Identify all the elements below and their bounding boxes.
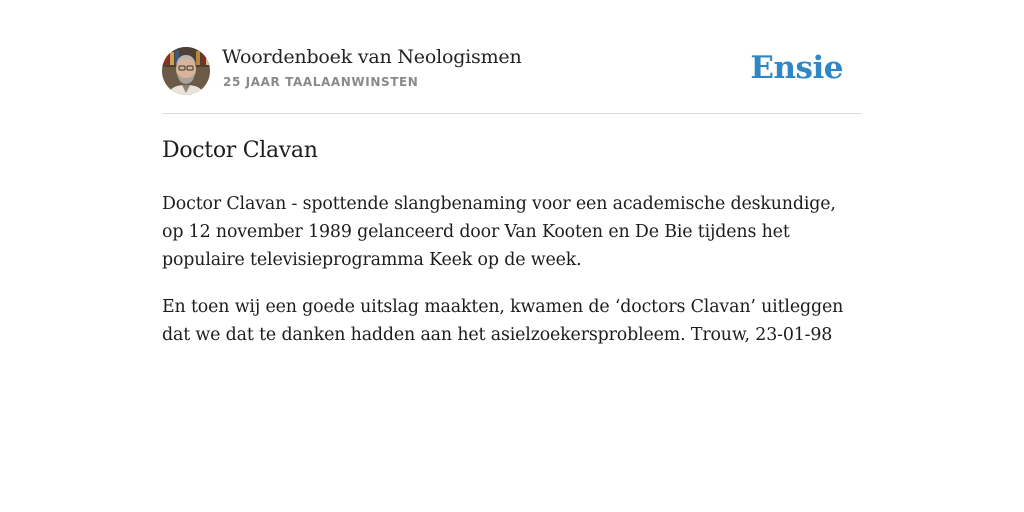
article-title: Doctor Clavan [162,138,318,163]
ensie-logo-link[interactable]: Ensie [750,50,843,86]
page-container [162,0,862,345]
header [162,0,862,114]
author-subtitle: 25 JAAR TAALAANWINSTEN [223,75,419,89]
citation-paragraph: En toen wij een goede uitslag maakten, kwamen de ‘doctors Clavan’ uitleggen dat we dat te danken hadden aan het asielzoekersprobleem. Trouw, 23-01-98 [162,297,844,345]
definition-paragraph: Doctor Clavan - spottende slangbenaming voor een academische deskundige, op 12 november 1989 gelanceerd door Van Kooten en De Bie tijdens het populaire televisieprogramma Keek op de week. [162,194,836,270]
author-avatar-image [162,47,210,95]
author-name[interactable]: Woordenboek van Neologismen [222,46,522,68]
author-avatar[interactable] [162,47,210,95]
